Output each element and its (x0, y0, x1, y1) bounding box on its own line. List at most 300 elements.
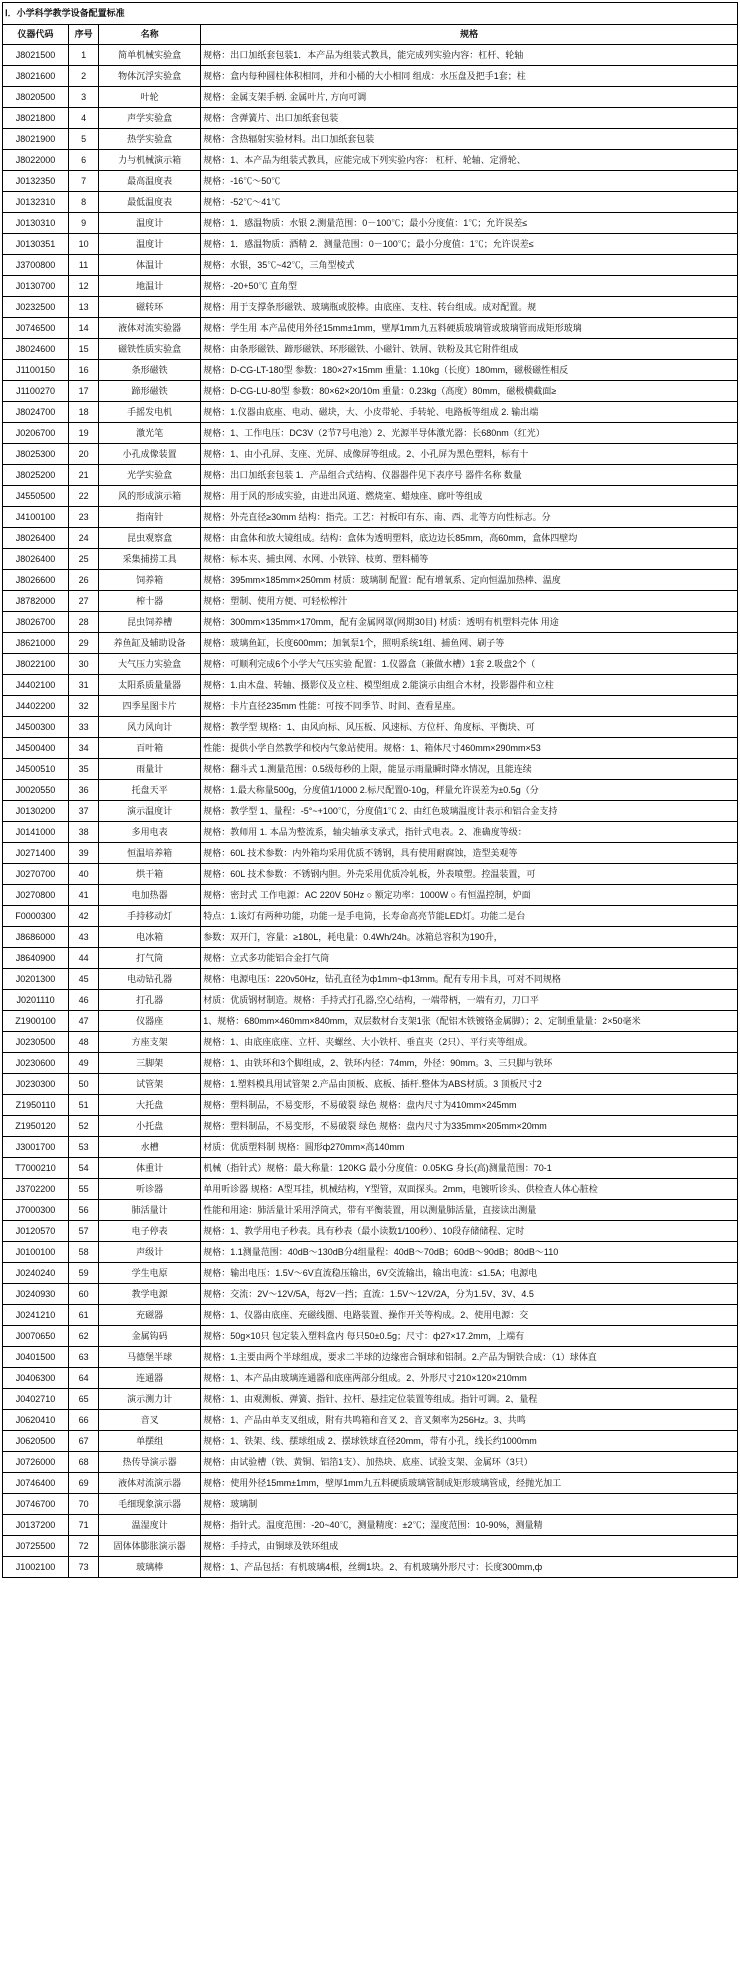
table-row[interactable] (3, 1200, 738, 1221)
cell-equipment-code[interactable]: J0020550 (3, 780, 69, 801)
cell-index[interactable]: 69 (69, 1473, 99, 1494)
cell-equipment-code[interactable]: J0725500 (3, 1536, 69, 1557)
cell-equipment-name[interactable]: 昆虫饲养槽 (99, 612, 201, 633)
table-row[interactable] (3, 444, 738, 465)
cell-equipment-name[interactable]: 肺活量计 (99, 1200, 201, 1221)
table-row[interactable] (3, 1536, 738, 1557)
cell-equipment-code[interactable]: J0130200 (3, 801, 69, 822)
cell-index[interactable]: 37 (69, 801, 99, 822)
table-row[interactable] (3, 1053, 738, 1074)
cell-specification[interactable]: 材质：优质钢材制造。规格：手持式打孔器,空心结构，一端带柄，一端有刃，刀口平 (201, 990, 738, 1011)
cell-equipment-name[interactable]: 托盘天平 (99, 780, 201, 801)
cell-equipment-name[interactable]: 简单机械实验盒 (99, 45, 201, 66)
cell-equipment-name[interactable]: 风的形成演示箱 (99, 486, 201, 507)
cell-equipment-name[interactable]: 演示测力计 (99, 1389, 201, 1410)
cell-equipment-name[interactable]: 金属钩码 (99, 1326, 201, 1347)
cell-equipment-code[interactable]: J0132310 (3, 192, 69, 213)
cell-equipment-name[interactable]: 玻璃棒 (99, 1557, 201, 1578)
table-row[interactable] (3, 66, 738, 87)
cell-specification[interactable]: 规格：1、教学用电子秒表。具有秒表（最小读数1/100秒）、10段存储储程、定时 (201, 1221, 738, 1242)
table-row[interactable] (3, 150, 738, 171)
cell-index[interactable]: 61 (69, 1305, 99, 1326)
table-row[interactable] (3, 1557, 738, 1578)
cell-equipment-code[interactable]: J0120570 (3, 1221, 69, 1242)
cell-specification[interactable]: 规格：1.由木盘、转轴、摄影仪及立柱、模型组成 2.能演示由组合木材，投影器件和立柱 (201, 675, 738, 696)
cell-equipment-code[interactable]: J3700800 (3, 255, 69, 276)
cell-specification[interactable]: 规格：-52℃～41℃ (201, 192, 738, 213)
cell-index[interactable]: 39 (69, 843, 99, 864)
cell-specification[interactable]: 规格：用于风的形成实验，由进出风道、燃烧室、蜡烛座、廊叶等组成 (201, 486, 738, 507)
table-row[interactable] (3, 1263, 738, 1284)
cell-specification[interactable]: 规格：300mm×135mm×170mm，配有金属网罩(网期30目) 材质：透明有机塑料壳体 用途 (201, 612, 738, 633)
cell-equipment-code[interactable]: J0232500 (3, 297, 69, 318)
cell-equipment-name[interactable]: 四季星图卡片 (99, 696, 201, 717)
table-row[interactable] (3, 1494, 738, 1515)
cell-equipment-name[interactable]: 充磁器 (99, 1305, 201, 1326)
cell-index[interactable]: 3 (69, 87, 99, 108)
table-row[interactable] (3, 864, 738, 885)
cell-equipment-code[interactable]: J0132350 (3, 171, 69, 192)
cell-equipment-name[interactable]: 温度计 (99, 213, 201, 234)
table-row[interactable] (3, 1452, 738, 1473)
cell-index[interactable]: 46 (69, 990, 99, 1011)
cell-equipment-name[interactable]: 体重计 (99, 1158, 201, 1179)
cell-equipment-code[interactable]: J4500300 (3, 717, 69, 738)
cell-equipment-name[interactable]: 太阳系质量量器 (99, 675, 201, 696)
cell-index[interactable]: 12 (69, 276, 99, 297)
cell-index[interactable]: 30 (69, 654, 99, 675)
table-row[interactable] (3, 738, 738, 759)
cell-equipment-code[interactable]: F0000300 (3, 906, 69, 927)
cell-specification[interactable]: 规格：由试验槽（铁、黄铜、铝箔1支）、加热块、底座、试验支架、金属环（3只） (201, 1452, 738, 1473)
cell-equipment-code[interactable]: J8025300 (3, 444, 69, 465)
cell-specification[interactable]: 规格：手持式，由铜球及铁环组成 (201, 1536, 738, 1557)
cell-specification[interactable]: 规格：1.仪器由底座、电动、磁块，大、小皮带轮、手转轮、电路板等组成 2. 输出端 (201, 402, 738, 423)
cell-specification[interactable]: 规格：盒内每种圆柱体积相同，并和小桶的大小相同 组成：水压盘及把手1套；柱 (201, 66, 738, 87)
cell-specification[interactable]: 规格：含弹簧片、出口加纸套包装 (201, 108, 738, 129)
cell-index[interactable]: 57 (69, 1221, 99, 1242)
cell-equipment-name[interactable]: 条形磁铁 (99, 360, 201, 381)
cell-specification[interactable]: 特点：1.该灯有两种功能，功能一是手电筒，长寿命高亮节能LED灯。功能二是台 (201, 906, 738, 927)
cell-equipment-name[interactable]: 磁铁性质实验盒 (99, 339, 201, 360)
cell-specification[interactable]: 规格：外壳直径≥30mm 结构：指壳。工艺：衬板印有东、南、西、北等方向性标志。分 (201, 507, 738, 528)
cell-specification[interactable]: 规格：出口加纸套包装1．本产品为组装式教具，能完成列实验内容：杠杆、轮轴 (201, 45, 738, 66)
table-row[interactable] (3, 570, 738, 591)
table-row[interactable] (3, 381, 738, 402)
cell-index[interactable]: 34 (69, 738, 99, 759)
cell-equipment-name[interactable]: 榨十器 (99, 591, 201, 612)
cell-specification[interactable]: 性能：提供小学自然教学和校内气象站使用。规格：1、箱体尺寸460mm×290mm×53 (201, 738, 738, 759)
table-row[interactable] (3, 1074, 738, 1095)
cell-equipment-name[interactable]: 三脚架 (99, 1053, 201, 1074)
cell-specification[interactable]: 规格：指针式。温度范围：-20~40℃，测量精度：±2℃；湿度范围：10-90%，测量精 (201, 1515, 738, 1536)
cell-index[interactable]: 33 (69, 717, 99, 738)
cell-index[interactable]: 36 (69, 780, 99, 801)
cell-equipment-name[interactable]: 教学电源 (99, 1284, 201, 1305)
cell-equipment-code[interactable]: J8021900 (3, 129, 69, 150)
cell-equipment-code[interactable]: J0230500 (3, 1032, 69, 1053)
cell-specification[interactable]: 规格：卡片直径235mm 性能：可按不同季节、时间、查看星座。 (201, 696, 738, 717)
cell-index[interactable]: 60 (69, 1284, 99, 1305)
cell-index[interactable]: 13 (69, 297, 99, 318)
cell-index[interactable]: 44 (69, 948, 99, 969)
table-row[interactable] (3, 1368, 738, 1389)
cell-equipment-name[interactable]: 物体沉浮实验盒 (99, 66, 201, 87)
cell-specification[interactable]: 规格：1.1测量范围：40dB～130dB分4组量程：40dB～70dB；60dB～90dB；80dB～110 (201, 1242, 738, 1263)
cell-equipment-name[interactable]: 音叉 (99, 1410, 201, 1431)
cell-specification[interactable]: 规格：电源电压：220v50Hz，钻孔直径为ф1mm~ф13mm。配有专用卡具，可对不同规格 (201, 969, 738, 990)
cell-specification[interactable]: 规格：1.塑料模具用试管架 2.产品由顶板、底板、插杆.整体为ABS材质。3 顶板尺寸2 (201, 1074, 738, 1095)
cell-specification[interactable]: 规格：教学型 1、量程：-5°~+100℃，分度值1℃ 2、由红色玻璃温度计表示和铝合金支持 (201, 801, 738, 822)
cell-index[interactable]: 42 (69, 906, 99, 927)
cell-equipment-code[interactable]: J0201300 (3, 969, 69, 990)
cell-equipment-name[interactable]: 风力风向计 (99, 717, 201, 738)
cell-index[interactable]: 21 (69, 465, 99, 486)
cell-specification[interactable]: 规格：金属支架手柄. 金属叶片, 方向可调 (201, 87, 738, 108)
cell-equipment-code[interactable]: J8026600 (3, 570, 69, 591)
cell-equipment-code[interactable]: J8621000 (3, 633, 69, 654)
cell-specification[interactable]: 规格：50g×10只 包定装入塑料盒内 每只50±0.5g；尺寸：ф27×17.2mm，上端有 (201, 1326, 738, 1347)
cell-equipment-code[interactable]: J4500400 (3, 738, 69, 759)
cell-specification[interactable]: 规格：395mm×185mm×250mm 材质：玻璃制 配置：配有增氧系、定向恒温加热棒、温度 (201, 570, 738, 591)
cell-equipment-name[interactable]: 固体体膨胀演示器 (99, 1536, 201, 1557)
cell-equipment-name[interactable]: 激光笔 (99, 423, 201, 444)
cell-specification[interactable]: 规格：1、由铁环和3个脚组成，2、铁环内径：74mm，外径：90mm。3、三只脚与铁环 (201, 1053, 738, 1074)
cell-specification[interactable]: 规格：可顺利完成6个小学大气压实验 配置：1.仪器盒（兼做水槽）1套 2.吸盘2个（ (201, 654, 738, 675)
cell-specification[interactable]: 规格：输出电压：1.5V～6V直流稳压输出，6V交流输出，输出电流：≤1.5A；电源电 (201, 1263, 738, 1284)
table-row[interactable] (3, 528, 738, 549)
table-row[interactable] (3, 129, 738, 150)
cell-equipment-name[interactable]: 连通器 (99, 1368, 201, 1389)
table-row[interactable] (3, 1095, 738, 1116)
table-row[interactable] (3, 1431, 738, 1452)
cell-equipment-code[interactable]: J0746500 (3, 318, 69, 339)
cell-equipment-name[interactable]: 学生电原 (99, 1263, 201, 1284)
cell-specification[interactable]: 规格：教师用 1. 本品为整流系，轴尖轴承支承式，指针式电表。2、准确度等级： (201, 822, 738, 843)
cell-index[interactable]: 2 (69, 66, 99, 87)
cell-equipment-code[interactable]: J8026400 (3, 549, 69, 570)
cell-equipment-name[interactable]: 烘干箱 (99, 864, 201, 885)
cell-specification[interactable]: 规格：1、由观测板、弹簧、指针、拉杆、悬挂定位装置等组成。指针可调。2、量程 (201, 1389, 738, 1410)
cell-equipment-code[interactable]: J1002100 (3, 1557, 69, 1578)
table-row[interactable] (3, 1515, 738, 1536)
cell-equipment-name[interactable]: 电冰箱 (99, 927, 201, 948)
cell-equipment-code[interactable]: J7000300 (3, 1200, 69, 1221)
cell-equipment-code[interactable]: J0270800 (3, 885, 69, 906)
cell-equipment-code[interactable]: J0620410 (3, 1410, 69, 1431)
cell-specification[interactable]: 规格：D-CG-LU-80型 参数：80×62×20/10m 重量：0.23kg（高度）80mm，磁极横截面≥ (201, 381, 738, 402)
table-row[interactable] (3, 318, 738, 339)
table-row[interactable] (3, 87, 738, 108)
table-row[interactable] (3, 1032, 738, 1053)
table-row[interactable] (3, 1305, 738, 1326)
cell-specification[interactable]: 规格：1.主要由两个半球组成，要求二半球的边缘密合铜球和铝制。2.产品为铜铁合成：（1）球体直 (201, 1347, 738, 1368)
table-row[interactable] (3, 423, 738, 444)
cell-specification[interactable]: 规格：1、产品由单支叉组成，附有共鸣箱和音叉 2、音叉频率为256Hz。3、共鸣 (201, 1410, 738, 1431)
cell-equipment-name[interactable]: 最高温度表 (99, 171, 201, 192)
cell-index[interactable]: 19 (69, 423, 99, 444)
cell-equipment-code[interactable]: J8021600 (3, 66, 69, 87)
cell-equipment-code[interactable]: J0206700 (3, 423, 69, 444)
cell-equipment-code[interactable]: J8025200 (3, 465, 69, 486)
cell-index[interactable]: 1 (69, 45, 99, 66)
table-row[interactable] (3, 612, 738, 633)
cell-equipment-name[interactable]: 声学实验盒 (99, 108, 201, 129)
cell-specification[interactable]: 规格：由条形磁铁、蹄形磁铁、环形磁铁、小磁针、铁屑、铁粉及其它附件组成 (201, 339, 738, 360)
table-row[interactable] (3, 591, 738, 612)
cell-specification[interactable]: 规格：1、铁架、线、摆球组成 2、摆球铁球直径20mm，带有小孔，线长约1000mm (201, 1431, 738, 1452)
cell-index[interactable]: 9 (69, 213, 99, 234)
table-row[interactable] (3, 780, 738, 801)
cell-equipment-code[interactable]: J8026400 (3, 528, 69, 549)
cell-equipment-name[interactable]: 昆虫观察盒 (99, 528, 201, 549)
cell-index[interactable]: 68 (69, 1452, 99, 1473)
cell-equipment-code[interactable]: J4550500 (3, 486, 69, 507)
table-row[interactable] (3, 1116, 738, 1137)
cell-equipment-code[interactable]: J0241210 (3, 1305, 69, 1326)
table-row[interactable] (3, 1242, 738, 1263)
cell-index[interactable]: 7 (69, 171, 99, 192)
cell-index[interactable]: 64 (69, 1368, 99, 1389)
cell-equipment-name[interactable]: 毛细现象演示器 (99, 1494, 201, 1515)
table-row[interactable] (3, 822, 738, 843)
cell-equipment-name[interactable]: 打孔器 (99, 990, 201, 1011)
cell-equipment-code[interactable]: J0746700 (3, 1494, 69, 1515)
cell-index[interactable]: 54 (69, 1158, 99, 1179)
cell-equipment-code[interactable]: J0746400 (3, 1473, 69, 1494)
cell-equipment-name[interactable]: 电加热器 (99, 885, 201, 906)
cell-equipment-code[interactable]: J0240930 (3, 1284, 69, 1305)
table-row[interactable] (3, 255, 738, 276)
cell-index[interactable]: 20 (69, 444, 99, 465)
cell-specification[interactable]: 规格：1、由小孔屏、支座、光屏、成像屏等组成。2、小孔屏为黑色塑料，标有十 (201, 444, 738, 465)
table-row[interactable] (3, 1158, 738, 1179)
table-row[interactable] (3, 1473, 738, 1494)
cell-equipment-code[interactable]: T7000210 (3, 1158, 69, 1179)
cell-equipment-name[interactable]: 马德堡半球 (99, 1347, 201, 1368)
table-row[interactable] (3, 234, 738, 255)
table-row[interactable] (3, 990, 738, 1011)
cell-equipment-name[interactable]: 热传导演示器 (99, 1452, 201, 1473)
table-row[interactable] (3, 1137, 738, 1158)
cell-index[interactable]: 4 (69, 108, 99, 129)
cell-index[interactable]: 11 (69, 255, 99, 276)
cell-equipment-code[interactable]: J0270700 (3, 864, 69, 885)
cell-index[interactable]: 41 (69, 885, 99, 906)
cell-equipment-code[interactable]: Z1950120 (3, 1116, 69, 1137)
cell-equipment-name[interactable]: 体温计 (99, 255, 201, 276)
cell-specification[interactable]: 规格：1、产品包括：有机玻璃4根，丝绸1块。2、有机玻璃外形尺寸：长度300mm,ф (201, 1557, 738, 1578)
cell-equipment-code[interactable]: Z1950110 (3, 1095, 69, 1116)
cell-index[interactable]: 29 (69, 633, 99, 654)
cell-index[interactable]: 48 (69, 1032, 99, 1053)
cell-index[interactable]: 63 (69, 1347, 99, 1368)
cell-index[interactable]: 58 (69, 1242, 99, 1263)
cell-index[interactable]: 24 (69, 528, 99, 549)
cell-specification[interactable]: 规格：水银，35℃~42℃，三角型棱式 (201, 255, 738, 276)
cell-equipment-code[interactable]: J0726000 (3, 1452, 69, 1473)
cell-specification[interactable]: 单用听诊器 规格：A型耳挂，机械结构，Y型管，双面探头。2mm，电镀听诊头、供检查人体心脏检 (201, 1179, 738, 1200)
table-row[interactable] (3, 213, 738, 234)
cell-index[interactable]: 49 (69, 1053, 99, 1074)
cell-index[interactable]: 22 (69, 486, 99, 507)
table-row[interactable] (3, 1389, 738, 1410)
table-row[interactable] (3, 927, 738, 948)
table-row[interactable] (3, 906, 738, 927)
cell-equipment-code[interactable]: J3702200 (3, 1179, 69, 1200)
cell-equipment-name[interactable]: 手持移动灯 (99, 906, 201, 927)
cell-equipment-code[interactable]: J8024600 (3, 339, 69, 360)
cell-index[interactable]: 23 (69, 507, 99, 528)
cell-equipment-code[interactable]: J0137200 (3, 1515, 69, 1536)
cell-equipment-code[interactable]: J8021500 (3, 45, 69, 66)
cell-specification[interactable]: 规格：塑料制品，不易变形，不易破裂 绿色 规格：盘内尺寸为335mm×205mm×20mm (201, 1116, 738, 1137)
cell-equipment-code[interactable]: J0100100 (3, 1242, 69, 1263)
cell-equipment-name[interactable]: 饲养箱 (99, 570, 201, 591)
table-row[interactable] (3, 1221, 738, 1242)
cell-equipment-code[interactable]: J0230600 (3, 1053, 69, 1074)
cell-equipment-name[interactable]: 单摆组 (99, 1431, 201, 1452)
cell-specification[interactable]: 规格：由盒体和放大镜组成。结构：盒体为透明塑料，底边边长85mm，高60mm，盒体四壁均 (201, 528, 738, 549)
cell-index[interactable]: 47 (69, 1011, 99, 1032)
cell-equipment-name[interactable]: 手摇发电机 (99, 402, 201, 423)
cell-specification[interactable]: 规格：使用外径15mm±1mm，壁厚1mm九五料硬质玻璃管制成矩形玻璃管成，经抛光加工 (201, 1473, 738, 1494)
table-row[interactable] (3, 507, 738, 528)
cell-equipment-name[interactable]: 声级计 (99, 1242, 201, 1263)
table-row[interactable] (3, 192, 738, 213)
cell-index[interactable]: 26 (69, 570, 99, 591)
cell-equipment-name[interactable]: 热学实验盒 (99, 129, 201, 150)
table-row[interactable] (3, 486, 738, 507)
table-row[interactable] (3, 1326, 738, 1347)
cell-index[interactable]: 16 (69, 360, 99, 381)
cell-equipment-code[interactable]: J0070650 (3, 1326, 69, 1347)
cell-equipment-name[interactable]: 最低温度表 (99, 192, 201, 213)
cell-specification[interactable]: 规格：-16℃～50℃ (201, 171, 738, 192)
cell-specification[interactable]: 规格：1、本产品为组装式教具，应能完成下列实验内容： 杠杆、轮轴、定滑轮、 (201, 150, 738, 171)
cell-equipment-name[interactable]: 恒温培养箱 (99, 843, 201, 864)
cell-equipment-name[interactable]: 蹄形磁铁 (99, 381, 201, 402)
cell-equipment-code[interactable]: J8686000 (3, 927, 69, 948)
cell-index[interactable]: 73 (69, 1557, 99, 1578)
table-row[interactable] (3, 1410, 738, 1431)
cell-index[interactable]: 27 (69, 591, 99, 612)
cell-equipment-name[interactable]: 电子停表 (99, 1221, 201, 1242)
table-row[interactable] (3, 1011, 738, 1032)
cell-equipment-name[interactable]: 试管架 (99, 1074, 201, 1095)
cell-equipment-name[interactable]: 雨量计 (99, 759, 201, 780)
cell-equipment-code[interactable]: J0201110 (3, 990, 69, 1011)
table-row[interactable] (3, 45, 738, 66)
cell-equipment-name[interactable]: 液体对流演示器 (99, 1473, 201, 1494)
cell-equipment-code[interactable]: J0130351 (3, 234, 69, 255)
cell-equipment-name[interactable]: 叶轮 (99, 87, 201, 108)
table-row[interactable] (3, 696, 738, 717)
cell-index[interactable]: 15 (69, 339, 99, 360)
cell-index[interactable]: 35 (69, 759, 99, 780)
table-row[interactable] (3, 465, 738, 486)
cell-index[interactable]: 43 (69, 927, 99, 948)
cell-index[interactable]: 71 (69, 1515, 99, 1536)
table-row[interactable] (3, 276, 738, 297)
cell-equipment-code[interactable]: J0406300 (3, 1368, 69, 1389)
cell-equipment-name[interactable]: 听诊器 (99, 1179, 201, 1200)
cell-equipment-code[interactable]: J8022000 (3, 150, 69, 171)
cell-specification[interactable]: 规格：出口加纸套包装 1．产品组合式结构、仪器器件见下表序号 器件名称 数量 (201, 465, 738, 486)
cell-equipment-code[interactable]: J1100270 (3, 381, 69, 402)
cell-equipment-code[interactable]: J8021800 (3, 108, 69, 129)
cell-specification[interactable]: 规格：翻斗式 1.测量范围：0.5级每秒的上限，能显示雨量瞬时降水情况，且能连续 (201, 759, 738, 780)
cell-equipment-code[interactable]: J4500510 (3, 759, 69, 780)
cell-equipment-name[interactable]: 光学实验盒 (99, 465, 201, 486)
cell-equipment-name[interactable]: 方座支架 (99, 1032, 201, 1053)
table-row[interactable] (3, 1284, 738, 1305)
cell-specification[interactable]: 规格：1．感温物质：酒精 2．测量范围：0－100℃；最小分度值：1℃；允许误差≤ (201, 234, 738, 255)
cell-equipment-code[interactable]: J0230300 (3, 1074, 69, 1095)
cell-index[interactable]: 51 (69, 1095, 99, 1116)
table-row[interactable] (3, 654, 738, 675)
cell-equipment-name[interactable]: 力与机械演示箱 (99, 150, 201, 171)
cell-index[interactable]: 14 (69, 318, 99, 339)
cell-equipment-code[interactable]: J4100100 (3, 507, 69, 528)
table-row[interactable] (3, 402, 738, 423)
cell-index[interactable]: 67 (69, 1431, 99, 1452)
cell-index[interactable]: 17 (69, 381, 99, 402)
cell-index[interactable]: 40 (69, 864, 99, 885)
cell-specification[interactable]: 规格：60L 技术参数：不锈钢内胆。外壳采用优质冷轧板，外表喷塑。控温装置，可 (201, 864, 738, 885)
cell-specification[interactable]: 规格：塑制、使用方便、可轻松榨汁 (201, 591, 738, 612)
cell-index[interactable]: 18 (69, 402, 99, 423)
cell-equipment-code[interactable]: J0401500 (3, 1347, 69, 1368)
cell-equipment-code[interactable]: J8022100 (3, 654, 69, 675)
cell-equipment-code[interactable]: J0402710 (3, 1389, 69, 1410)
cell-index[interactable]: 52 (69, 1116, 99, 1137)
cell-specification[interactable]: 规格：1、工作电压：DC3V（2节7号电池）2、光源半导体激光器：长680nm（红光） (201, 423, 738, 444)
cell-specification[interactable]: 规格：1、由底座底座、立杆、夹螺丝、大小铁杆、垂直夹（2只）、平行夹等组成。 (201, 1032, 738, 1053)
table-row[interactable] (3, 801, 738, 822)
table-row[interactable] (3, 759, 738, 780)
cell-equipment-code[interactable]: J8782000 (3, 591, 69, 612)
table-row[interactable] (3, 1179, 738, 1200)
cell-equipment-code[interactable]: J8640900 (3, 948, 69, 969)
cell-equipment-name[interactable]: 多用电表 (99, 822, 201, 843)
cell-specification[interactable]: 规格：60L 技术参数：内外箱均采用优质不锈钢，具有使用耐腐蚀，造型美观等 (201, 843, 738, 864)
cell-index[interactable]: 28 (69, 612, 99, 633)
cell-equipment-name[interactable]: 指南针 (99, 507, 201, 528)
table-row[interactable] (3, 297, 738, 318)
cell-specification[interactable]: 规格：密封式 工作电源：AC 220V 50Hz ○ 额定功率：1000W ○ 有恒温控制，炉面 (201, 885, 738, 906)
cell-specification[interactable]: 规格：1、仪器由底座、充磁线圈、电路装置、操作开关等构成。2、使用电源：交 (201, 1305, 738, 1326)
cell-specification[interactable]: 规格：D-CG-LT-180型 参数：180×27×15mm 重量：1.10kg（长度）180mm，磁极磁性相反 (201, 360, 738, 381)
table-row[interactable] (3, 549, 738, 570)
cell-equipment-code[interactable]: J0271400 (3, 843, 69, 864)
cell-specification[interactable]: 材质：优质塑料制 规格：圆形ф270mm×高140mm (201, 1137, 738, 1158)
table-row[interactable] (3, 360, 738, 381)
cell-index[interactable]: 59 (69, 1263, 99, 1284)
cell-specification[interactable]: 参数：双开门，容量：≥180L，耗电量：0.4Wh/24h。冰箱总容积为190升， (201, 927, 738, 948)
cell-equipment-name[interactable]: 磁转环 (99, 297, 201, 318)
cell-specification[interactable]: 规格：教学型 规格：1、由风向标、风压板、风速标、方位杆、角度标、平衡块、可 (201, 717, 738, 738)
cell-equipment-name[interactable]: 电动钻孔器 (99, 969, 201, 990)
cell-equipment-name[interactable]: 液体对流实验器 (99, 318, 201, 339)
cell-equipment-name[interactable]: 大气压力实验盒 (99, 654, 201, 675)
cell-index[interactable]: 45 (69, 969, 99, 990)
cell-equipment-code[interactable]: J0141000 (3, 822, 69, 843)
cell-equipment-code[interactable]: J4402200 (3, 696, 69, 717)
cell-index[interactable]: 72 (69, 1536, 99, 1557)
cell-index[interactable]: 38 (69, 822, 99, 843)
cell-equipment-name[interactable]: 小孔成像装置 (99, 444, 201, 465)
